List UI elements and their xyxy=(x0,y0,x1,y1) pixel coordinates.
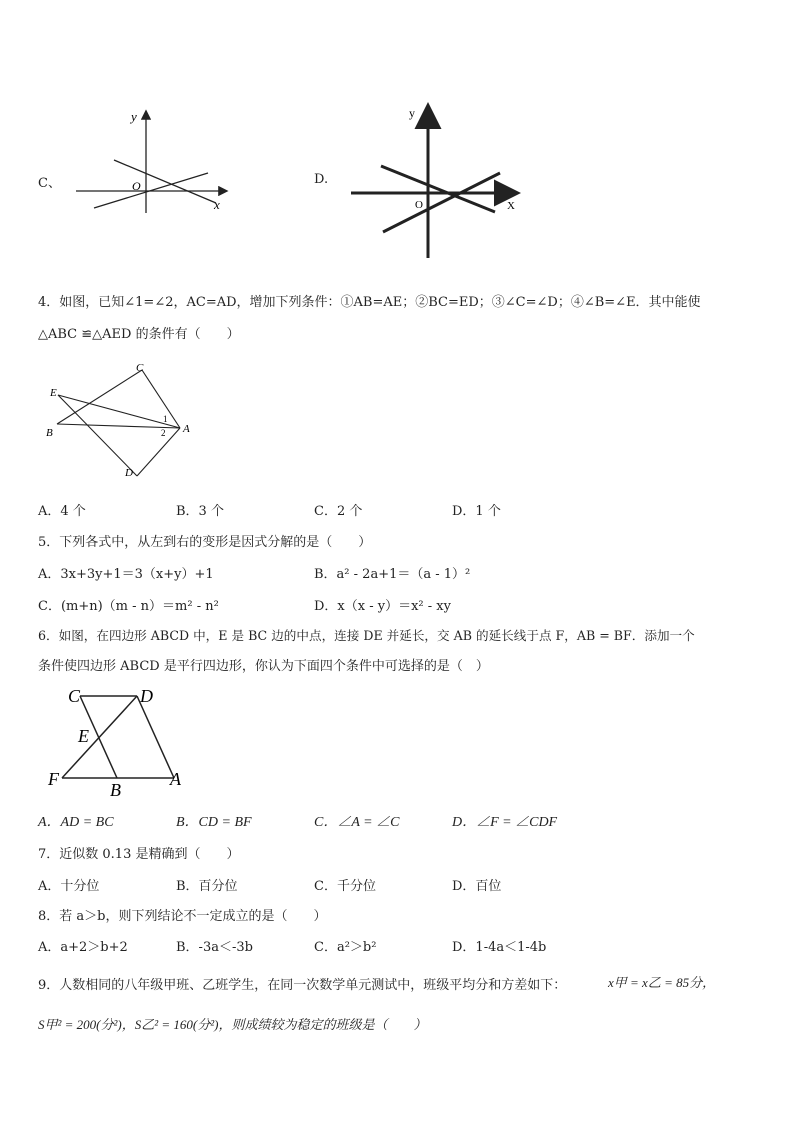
graph-c-y-label: y xyxy=(131,109,137,124)
q6-option-b[interactable]: B．CD = BF xyxy=(176,815,252,830)
fig6-label-c: C xyxy=(68,686,81,706)
fig4-label-b: B xyxy=(46,427,53,439)
q9-stem-line2: S甲² = 200(分²)，S乙² = 160(分²)，则成绩较为稳定的班级是（ ） xyxy=(38,1017,427,1032)
q6-figure xyxy=(42,682,192,800)
graph-c-x-label: x xyxy=(214,197,220,212)
q7-option-c[interactable]: C．千分位 xyxy=(314,879,376,894)
q6-option-a[interactable]: A．AD = BC xyxy=(38,815,114,830)
graph-d-x-label: X xyxy=(507,200,515,212)
graph-d-origin-label: O xyxy=(415,199,423,211)
q7-option-a[interactable]: A．十分位 xyxy=(38,879,100,894)
q3-option-d-label: D. xyxy=(314,172,329,187)
fig6-label-b: B xyxy=(110,780,121,800)
q9-mean-expression: x甲 = x乙 = 85分， xyxy=(608,975,716,990)
q5-option-d[interactable]: D．x（x - y）＝x² - xy xyxy=(314,599,451,614)
q6-option-c[interactable]: C．∠A = ∠C xyxy=(314,815,400,830)
fig4-label-c: C xyxy=(136,362,144,374)
graph-d-y-label: y xyxy=(409,106,415,120)
q4-option-d[interactable]: D．1 个 xyxy=(452,504,501,519)
q6-stem-line1: 6．如图，在四边形 ABCD 中，E 是 BC 边的中点，连接 DE 并延长，交 AB 的延长线于点 F，AB = BF．添加一个 xyxy=(38,628,695,643)
q3-graph-c xyxy=(68,108,238,218)
fig6-label-d: D xyxy=(140,686,153,706)
fig4-label-a: A xyxy=(183,423,190,435)
q4-figure xyxy=(40,360,200,478)
graph-c-origin-label: O xyxy=(132,179,141,193)
fig4-label-e: E xyxy=(50,387,57,399)
q4-option-c[interactable]: C．2 个 xyxy=(314,504,363,519)
fig6-label-e: E xyxy=(78,726,89,746)
q3-graph-d xyxy=(345,100,535,260)
fig6-label-f: F xyxy=(48,769,59,789)
q8-option-a[interactable]: A．a+2＞b+2 xyxy=(38,940,128,955)
q4-option-a[interactable]: A．4 个 xyxy=(38,504,86,519)
fig4-label-d: D xyxy=(125,467,133,478)
q5-option-c[interactable]: C．(m+n)（m - n）＝m² - n² xyxy=(38,599,219,614)
q4-option-b[interactable]: B．3 个 xyxy=(176,504,224,519)
q7-stem: 7．近似数 0.13 是精确到（ ） xyxy=(38,847,240,862)
fig6-label-a: A xyxy=(170,769,181,789)
q7-option-d[interactable]: D．百位 xyxy=(452,879,502,894)
q9-stem-line1: 9．人数相同的八年级甲班、乙班学生，在同一次数学单元测试中，班级平均分和方差如下： xyxy=(38,978,567,993)
q4-stem-line2: △ABC ≌△AED 的条件有（ ） xyxy=(38,327,240,342)
q5-option-b[interactable]: B．a² - 2a+1＝（a - 1）² xyxy=(314,567,471,582)
q8-option-b[interactable]: B．-3a＜-3b xyxy=(176,940,253,955)
fig4-angle-2: 2 xyxy=(161,428,166,438)
q3-option-c-label: C、 xyxy=(38,176,61,191)
q4-stem-line1: 4．如图，已知∠1=∠2，AC=AD，增加下列条件：①AB=AE；②BC=ED；③∠C=∠D；④∠B=∠E．其中能使 xyxy=(38,295,701,310)
q5-stem: 5．下列各式中，从左到右的变形是因式分解的是（ ） xyxy=(38,535,372,550)
q8-option-c[interactable]: C．a²＞b² xyxy=(314,940,377,955)
q5-option-a[interactable]: A．3x+3y+1＝3（x+y）+1 xyxy=(38,567,214,582)
q7-option-b[interactable]: B．百分位 xyxy=(176,879,238,894)
q8-stem: 8．若 a＞b，则下列结论不一定成立的是（ ） xyxy=(38,909,327,924)
fig4-angle-1: 1 xyxy=(163,414,168,424)
q8-option-d[interactable]: D．1-4a＜1-4b xyxy=(452,940,547,955)
q6-stem-line2: 条件使四边形 ABCD 是平行四边形，你认为下面四个条件中可选择的是（ ） xyxy=(38,659,489,674)
q6-option-d[interactable]: D．∠F = ∠CDF xyxy=(452,815,558,830)
